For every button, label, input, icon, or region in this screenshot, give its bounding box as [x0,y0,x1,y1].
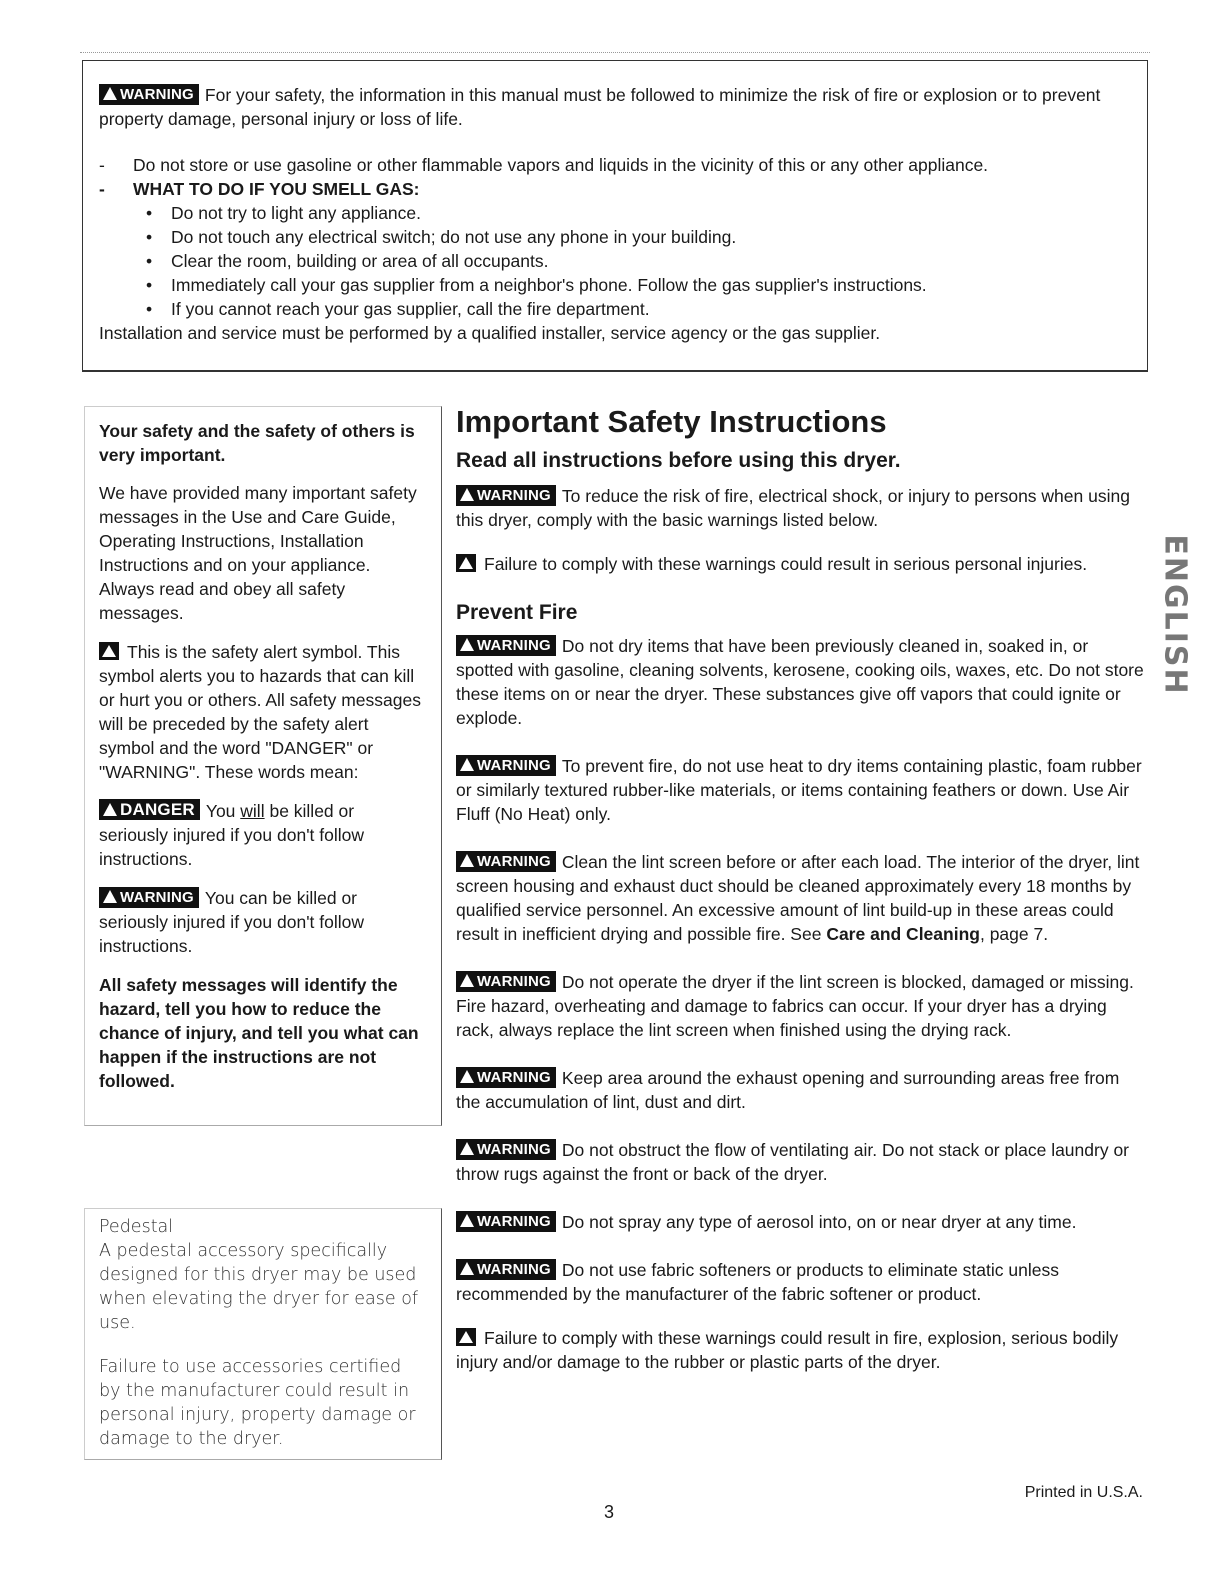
alert-triangle-icon [460,1142,474,1155]
warning-item: WARNING Do not spray any type of aerosol into, on or near dryer at any time. [456,1210,1146,1234]
alert-triangle-icon [460,854,474,867]
intro-alert: Failure to comply with these warnings could result in serious personal injuries. [456,552,1146,576]
safety-closing: All safety messages will identify the hazard, tell you how to reduce the chance of injury, and tell you what can happen if the instructions are not followed. [99,975,419,1091]
gas-warning-box [82,60,1148,372]
warning-item: WARNING Do not dry items that have been previously cleaned in, soaked in, or spotted with gasoline, cleaning solvents, kerosene, cooking oils, waxes, etc. Do not store these items on or near the dryer. These substances give off vapors that could ignite or explode. [456,636,1144,728]
page-subtitle: Read all instructions before using this dryer. [456,449,901,472]
alert-triangle-icon [460,758,474,771]
alert-triangle-icon [460,1262,474,1275]
alert-triangle-icon [460,1214,474,1227]
alert-triangle-icon [103,803,117,816]
section-heading: Prevent Fire [456,601,578,624]
alert-triangle-icon [456,1328,476,1346]
warning-badge: WARNING [456,971,556,992]
warning-badge: WARNING [456,1259,556,1280]
warning-item: WARNING Do not operate the dryer if the lint screen is blocked, damaged or missing. Fire hazard, overheating and damage to fabrics can occur. If your dryer has a drying rack, always replace the lint screen when finished using the drying rack. [456,972,1134,1040]
danger-badge: DANGER [99,799,200,820]
alert-triangle-icon [460,974,474,987]
language-tab: ENGLISH [1157,534,1193,696]
warning-item: WARNING Do not use fabric softeners or products to eliminate static unless recommended by the manufacturer of the fabric softener or product. [456,1260,1059,1304]
alert-triangle-icon [460,638,474,651]
alert-triangle-icon [460,488,474,501]
warning-badge: WARNING [99,84,199,105]
alert-triangle-icon [99,642,119,660]
printed-note: Printed in U.S.A. [1024,1484,1143,1501]
warning-item: WARNING Keep area around the exhaust opening and surrounding areas free from the accumulation of lint, dust and dirt. [456,1068,1120,1112]
top-rule [80,52,1150,53]
warning-item: WARNING Do not obstruct the flow of ventilating air. Do not stack or place laundry or throw rugs against the front or back of the dryer. [456,1140,1130,1184]
safety-heading: Your safety and the safety of others is very important. [99,421,415,465]
pedestal-failure-paragraph: Failure to use accessories certified by the manufacturer could result in personal injury, property damage or damage to the dryer. [99,1357,416,1449]
warning-definition: WARNING You can be killed or seriously injured if you don't follow instructions. [99,888,365,956]
warning-item: WARNING Clean the lint screen before or after each load. The interior of the dryer, lint screen housing and exhaust duct should be cleaned approximately every 18 months by qualified service personnel. An excessive amount of lint build-up in these areas could result in inefficient drying and possible fire. See Care and Cleaning, page 7. [456,852,1140,944]
alert-triangle-icon [460,1070,474,1083]
warning-badge: WARNING [456,1067,556,1088]
bullet-item: • Immediately call your gas supplier from a neighbor's phone. Follow the gas supplier's instructions. [146,275,927,295]
page-number: 3 [604,1502,615,1522]
alert-triangle-icon [103,890,117,903]
intro-warning: WARNING To reduce the risk of fire, electrical shock, or injury to persons when using this dryer, comply with the basic warnings listed below. [456,486,1130,530]
warning-badge: WARNING [456,755,556,776]
safety-info-box [84,406,442,1126]
danger-definition: DANGER You will be killed or seriously injured if you don't follow instructions. [99,800,365,869]
warning-badge: WARNING [456,635,556,656]
bullet-item: • Do not touch any electrical switch; do not use any phone in your building. [146,227,737,247]
warning-item: WARNING To prevent fire, do not use heat to dry items containing plastic, foam rubber or similarly textured rubber-like materials, or items containing feathers or down. Use Air Fluff (No Heat) only. [456,756,1142,824]
pedestal-paragraph: A pedestal accessory specifically designed for this dryer may be used when elevating the dryer for ease of use. [99,1241,419,1333]
alert-triangle-icon [456,554,476,572]
bullet-item: • Clear the room, building or area of all occupants. [146,251,549,271]
safety-paragraph: We have provided many important safety messages in the Use and Care Guide, Operating Instructions, Installation Instructions and on your appliance. Always read and obey all safety messages. [99,483,417,623]
alert-symbol-paragraph: This is the safety alert symbol. This symbol alerts you to hazards that can kill or hurt you or others. All safety messages will be preceded by the safety alert symbol and the word "DANGER" or "WARNING". These words mean: [99,642,421,782]
smell-gas-heading: - WHAT TO DO IF YOU SMELL GAS: [99,179,420,199]
bullet-item: • Do not try to light any appliance. [146,203,422,223]
gas-warning-intro: WARNING For your safety, the information in this manual must be followed to minimize the risk of fire or explosion or to prevent property damage, personal injury or loss of life. [99,85,1101,129]
warning-badge: WARNING [99,887,199,908]
page-title: Important Safety Instructions [456,404,887,439]
warning-badge: WARNING [456,1139,556,1160]
main-content [456,404,1146,1398]
pedestal-title: Pedestal [99,1217,174,1237]
pedestal-box [84,1208,442,1460]
warning-badge: WARNING [456,1211,556,1232]
final-alert: Failure to comply with these warnings could result in fire, explosion, serious bodily injury and/or damage to the rubber or plastic parts of the dryer. [456,1328,1119,1372]
installation-note: Installation and service must be performed by a qualified installer, service agency or the gas supplier. [99,323,881,343]
alert-triangle-icon [103,87,117,100]
warning-badge: WARNING [456,851,556,872]
bullet-item: • If you cannot reach your gas supplier, call the fire department. [146,299,650,319]
warning-badge: WARNING [456,485,556,506]
gasoline-item: - Do not store or use gasoline or other flammable vapors and liquids in the vicinity of this or any other appliance. [99,155,989,175]
